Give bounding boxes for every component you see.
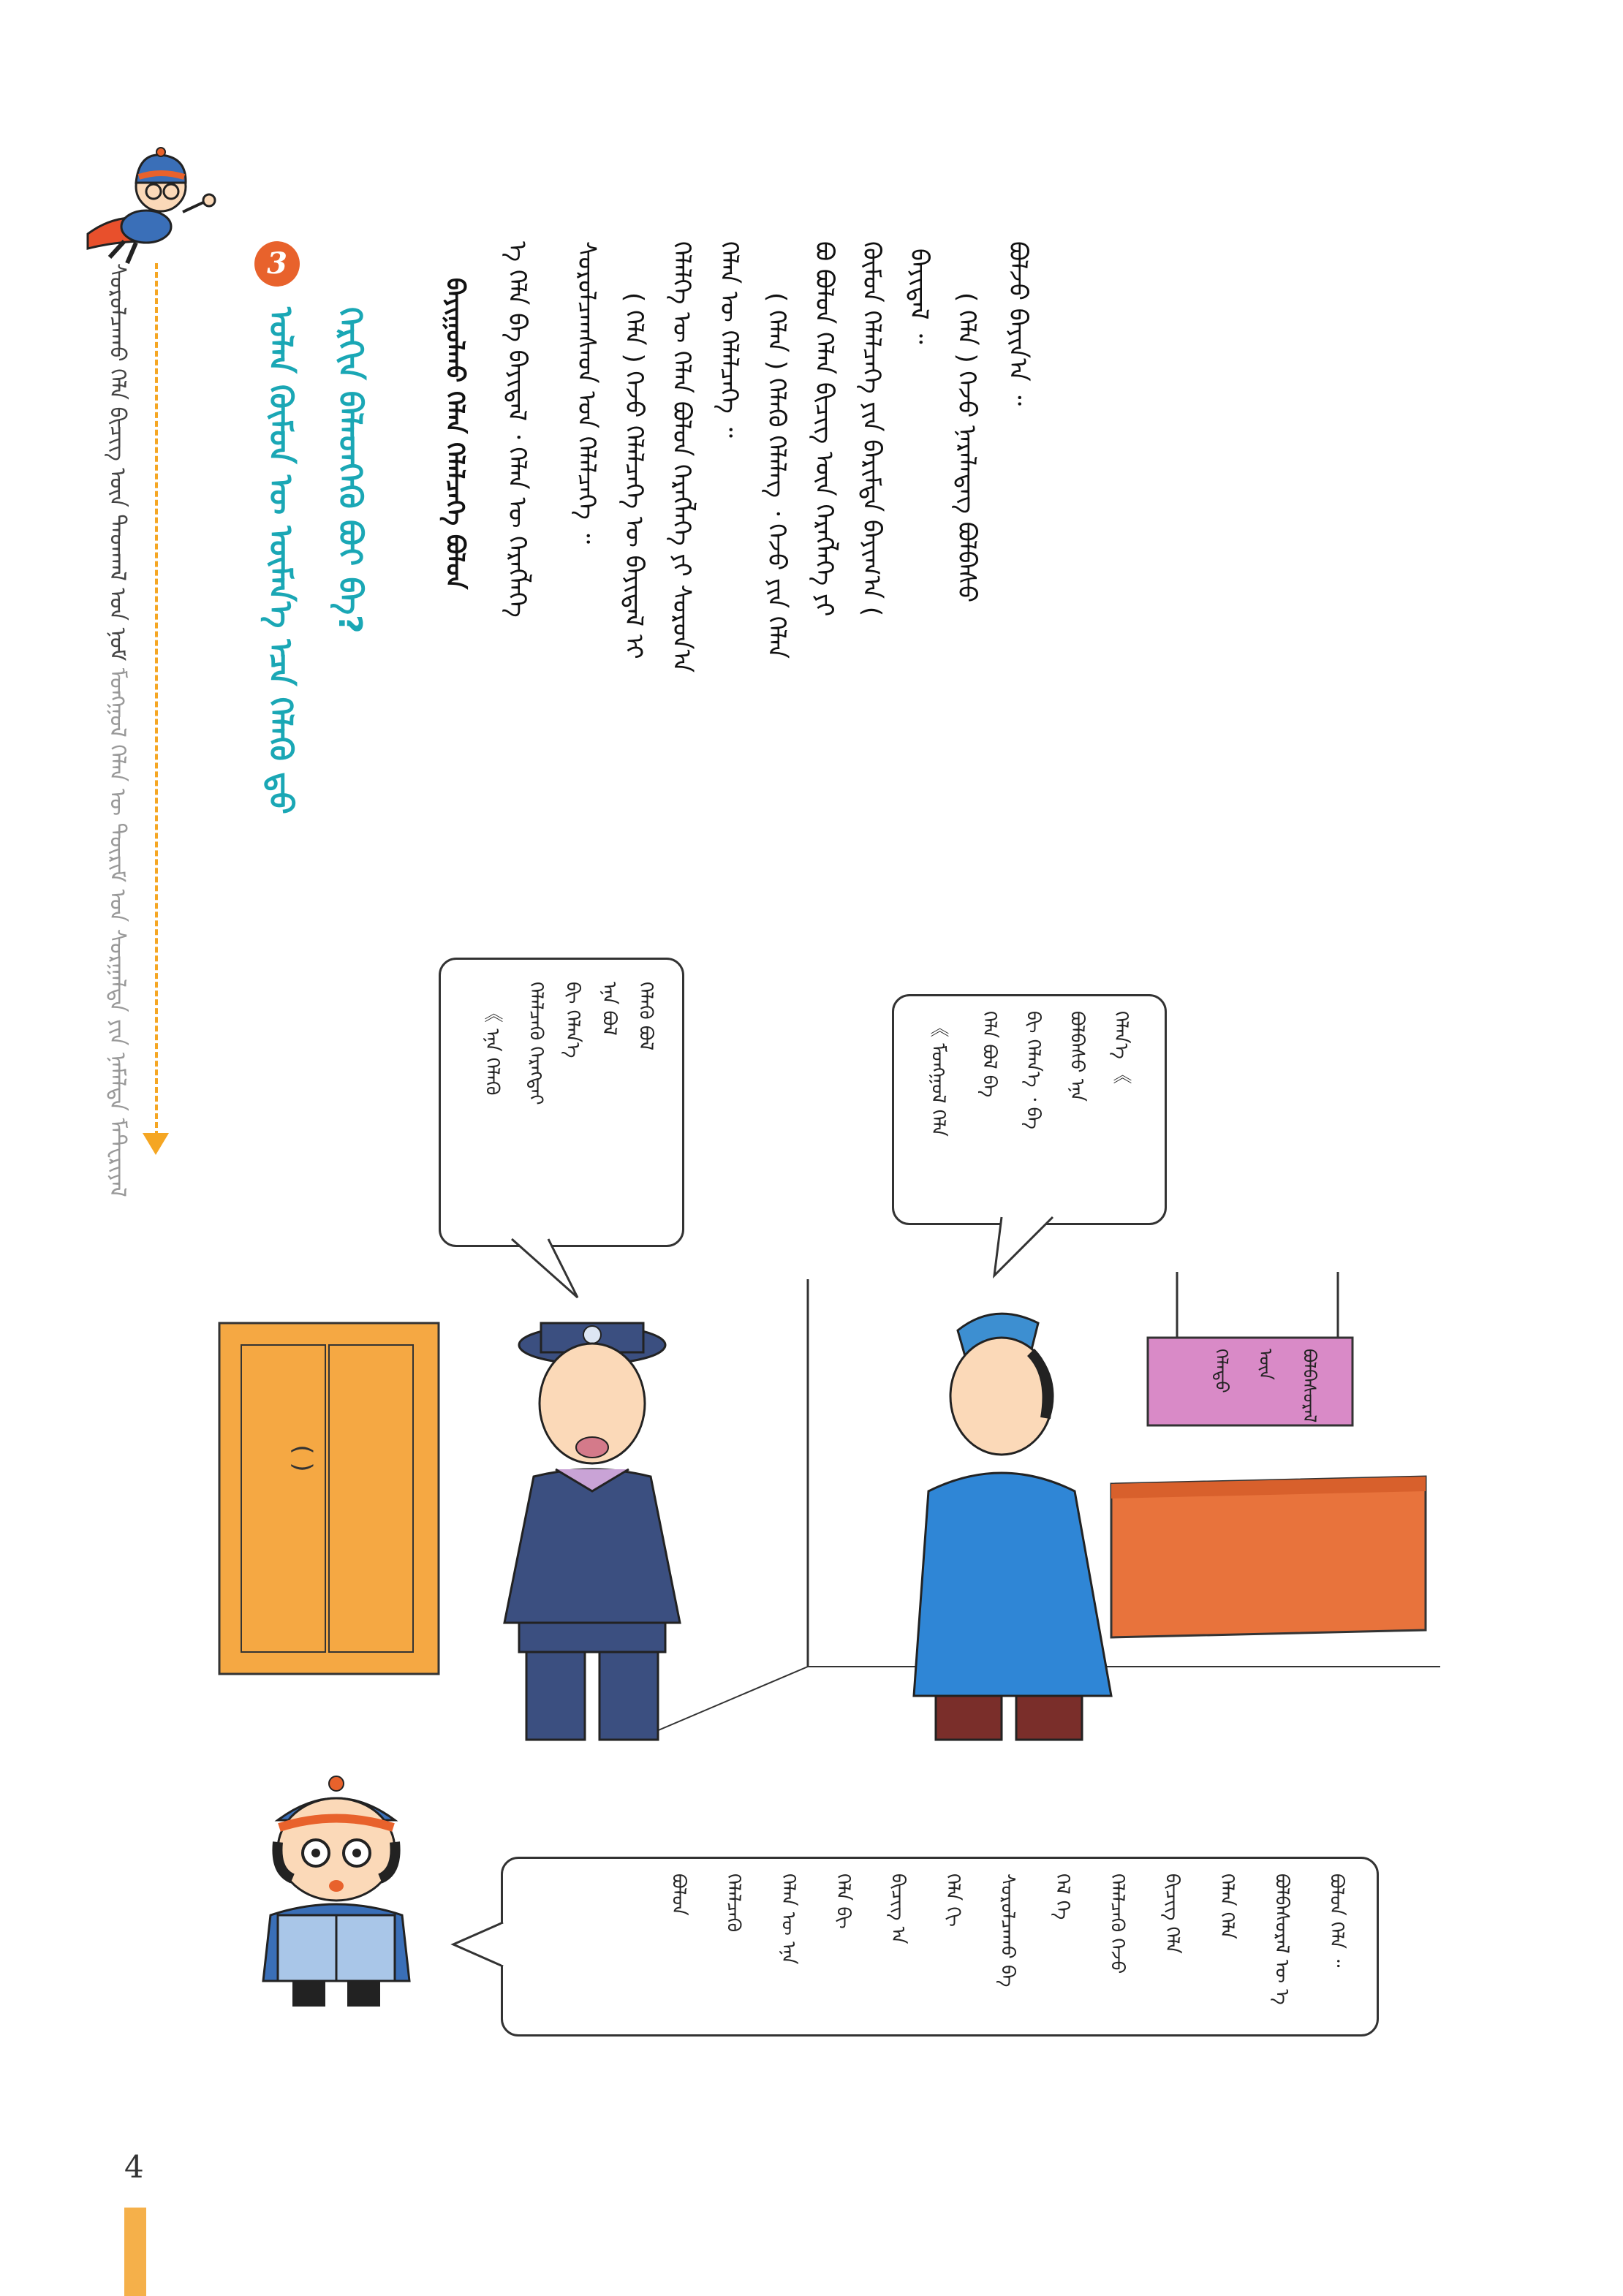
bubble-line: ᠪᠢᠴᠢᠭ ᠡᠨ — [887, 1873, 909, 1944]
flying-boy-mascot — [66, 132, 227, 278]
bubble-line: ᠡᠨᠡ ᠪᠣᠯ — [598, 982, 620, 1036]
bubble-line: ᠪᠣᠯᠤᠨ — [667, 1873, 689, 1916]
bubble-line: ᠬᠡᠯᠡᠨ ᠦ ᠡᠨᠡ — [777, 1873, 799, 1965]
bubble-line: ᠪᠢᠴᠢᠭ ᠬᠡᠯᠡ — [1161, 1873, 1183, 1954]
speech-bubble-boy — [501, 1857, 1379, 2037]
wall-sign — [1148, 1341, 1352, 1429]
bubble-line: 《 ᠡᠨᠡ ᠬᠡᠯᠡᠬᠦ — [481, 1004, 503, 1096]
page-number: 4 — [124, 2149, 144, 2185]
body-line: ( ᠬᠡᠯᠡ ) ᠭᠡᠵᠦ ᠨᠡᠷᠡᠯᠡᠳᠡᠭ ᠪᠣᠯᠪᠠᠰᠤ — [952, 292, 981, 603]
sign-word: ᠪᠣᠯᠪᠠᠰᠤᠷᠠᠯ — [1299, 1349, 1320, 1423]
body-line: ᠪᠣ ᠪᠣᠯᠤᠨ ᠬᠡᠯᠡᠨ ᠪᠢᠴᠢᠭ ᠦᠨ ᠬᠡᠷᠡᠭᠯᠡᠭᠡ ᠶᠢ — [809, 241, 839, 617]
bubble-tail-boy — [453, 1915, 504, 1974]
bubble-line: ᠪᠣᠯᠪᠠᠰᠤᠷᠠᠯ ᠦ ᠡ — [1271, 1873, 1293, 2005]
page-edge-marker — [124, 2208, 146, 2296]
bubble-tail-man — [987, 1217, 1067, 1283]
reading-boy-mascot — [234, 1769, 439, 2010]
header-arrow-icon — [143, 1133, 169, 1155]
speech-bubble-officer — [439, 958, 684, 1247]
bubble-tail-officer — [504, 1239, 592, 1305]
body-line: ᠬᠦᠮᠦᠨ ᠬᠡᠯᠡᠯᠴᠡᠭᠡ ᠶᠢᠨ ᠪᠠᠷᠢᠮᠲᠠ ᠪᠠᠶᠢᠭ᠎ᠠ ( — [857, 241, 886, 617]
body-line: ᠡ ᠬᠡᠯᠡ ᠪᠡ ᠪᠠᠶᠢᠳᠠᠯ ᠂ ᠬᠡᠯᠡᠨ ᠦ ᠬᠡᠷᠡᠭᠯᠡᠭᠡ — [502, 241, 531, 618]
bubble-line: 《 ᠮᠣᠩᠭᠣᠯ ᠬᠡᠯᠡ — [927, 1018, 949, 1137]
bubble-line: ᠪᠢ ᠬᠡᠯᠡᠨ᠎ᠡ — [561, 982, 583, 1058]
header-dashed-rule — [155, 263, 158, 1137]
body-line: ᠪᠠᠶᠢᠭᠤᠯᠬᠤ ᠬᠡᠯᠡᠨ ᠬᠡᠯᠡᠯᠴᠡᠭᠡ ᠪᠣᠯᠤᠨ — [440, 278, 469, 590]
body-line: ᠪᠠᠶᠢᠳᠠᠯ ᠃ — [904, 249, 934, 344]
bubble-line: ᠬᠡᠯᠡ ᠪᠢ — [832, 1873, 854, 1929]
running-title: ᠰᠤᠷᠤᠯᠴᠠᠬᠤ ᠬᠡᠯᠡ ᠪᠢᠴᠢᠭ᠌ ᠦᠨ ᠳᠠᠳᠬᠠᠯ ᠤᠨ ᠨᠣᠮ — [105, 263, 130, 662]
bubble-line: ᠬᠡᠯ ᠭᠡ — [1051, 1873, 1073, 1920]
sign-word: ᠦᠨ — [1255, 1349, 1276, 1380]
bubble-line: ᠪᠣᠯᠪᠠᠰᠤ ᠡᠨᠡ — [1066, 1011, 1088, 1102]
cabinet-handle-mark: ( ) — [287, 1444, 317, 1472]
body-line: ᠪᠣᠯᠵᠣ ᠪᠠᠶᠢᠨ᠎ᠠ ᠃ — [1003, 241, 1032, 406]
running-subtitle: ᠮᠣᠩᠭᠣᠯ ᠬᠡᠯᠡᠨ ᠦ ᠳᠦᠷᠢᠮ ᠤᠨ ᠰᠤᠷᠭᠠᠯᠲᠠ ᠶᠢᠨ ᠨᠡᠮᠡᠯᠲᠡ ᠮᠠᠲᠧᠷᠢᠶᠠᠯ — [105, 667, 130, 1197]
section-number-badge: 3 — [254, 241, 300, 287]
body-line: ᠬᠡᠯᠡᠯᠭᠡ ᠦ ᠬᠡᠯᠡᠨ ᠪᠣᠯᠤᠨ ᠬᠡᠷᠡᠭᠯᠡᠭᠡ ᠶᠢ ᠰᠤᠷᠤᠨ᠎ᠠ — [667, 241, 696, 673]
bubble-line: ᠬᠡᠯᠡᠯᠴᠡᠬᠦ ᠭᠡᠵᠦ — [1106, 1873, 1128, 1974]
bubble-line: ᠬᠡᠯᠡ ᠬᠢ — [942, 1873, 964, 1927]
body-line: ( ᠬᠡᠯᠡ ) ᠭᠡᠵᠦ ᠬᠡᠯᠡᠯᠴᠡᠭᠡ ᠦ ᠪᠠᠶᠢᠳᠠᠯ ᠢ — [619, 292, 648, 659]
bubble-line: ᠬᠡᠯᠡᠨ ᠬᠡᠯᠡ — [1216, 1873, 1238, 1939]
running-header — [102, 263, 132, 1197]
body-text-block — [424, 234, 1082, 892]
sign-word: ᠬᠡᠯᠡᠲᠦ — [1211, 1349, 1232, 1393]
bubble-line: ᠪᠣᠯᠤᠨ ᠬᠡᠯᠡ ᠃ — [1325, 1873, 1347, 1968]
section-title-line1: ᠬᠡᠷᠬᠢᠨ ᠪᠡᠯᠡᠳᠬᠡᠬᠦ ᠪᠤᠢ ᠪᠡ? — [331, 307, 368, 634]
body-line: ᠰᠤᠷᠤᠯᠴᠠᠭᠰᠠᠳ ᠤᠨ ᠬᠡᠯᠡᠯᠴᠡᠭᠡ ᠃ — [572, 241, 601, 544]
bubble-line: ᠬᠡᠯᠡᠯᠴᠡᠬᠦ ᠬᠡᠷᠡᠭᠲᠡᠢ — [525, 982, 547, 1105]
speech-bubble-man — [892, 994, 1167, 1225]
bubble-line: ᠬᠡᠯᠡᠨ᠎ᠡ 《 — [1110, 1011, 1132, 1085]
bubble-line: ᠬᠡᠯᠡ ᠪᠣᠯ ᠪᠡ — [978, 1011, 1000, 1098]
section-title-line2: ᠣᠯᠠᠨ ᠬᠦᠮᠦᠨ ᠦ ᠦᠮᠡᠨ᠎ᠡ ᠡᠴᠡ ᠬᠡᠯᠡᠬᠦ ᠳ᠋ᠤ — [262, 307, 299, 814]
bubble-line: ᠬᠡᠯᠡᠬᠦ ᠪᠣᠯ — [635, 982, 657, 1051]
bubble-line: ᠬᠡᠯᠡᠯᠴᠡᠬᠦ — [722, 1873, 744, 1933]
bubble-line: ᠪᠢ ᠬᠡᠯᠡᠨ᠎ᠡ ᠂ ᠪᠠ — [1022, 1011, 1044, 1129]
body-line: ᠬᠡᠯᠡᠨ ᠦ ᠬᠡᠯᠡᠯᠴᠡᠭᠡ ᠃ — [714, 241, 744, 438]
bubble-line: ᠰᠤᠷᠤᠯᠴᠠᠬᠤ ᠪᠠ — [996, 1873, 1018, 1988]
body-line: ( ᠬᠡᠯᠡᠨ ) ᠬᠡᠯᠡᠬᠦ ᠬᠡᠯᠡᠯᠡᠭ ᠂ ᠭᠡᠵᠦ ᠶᠢᠨ ᠬᠡᠯᠡᠨ — [762, 292, 791, 659]
